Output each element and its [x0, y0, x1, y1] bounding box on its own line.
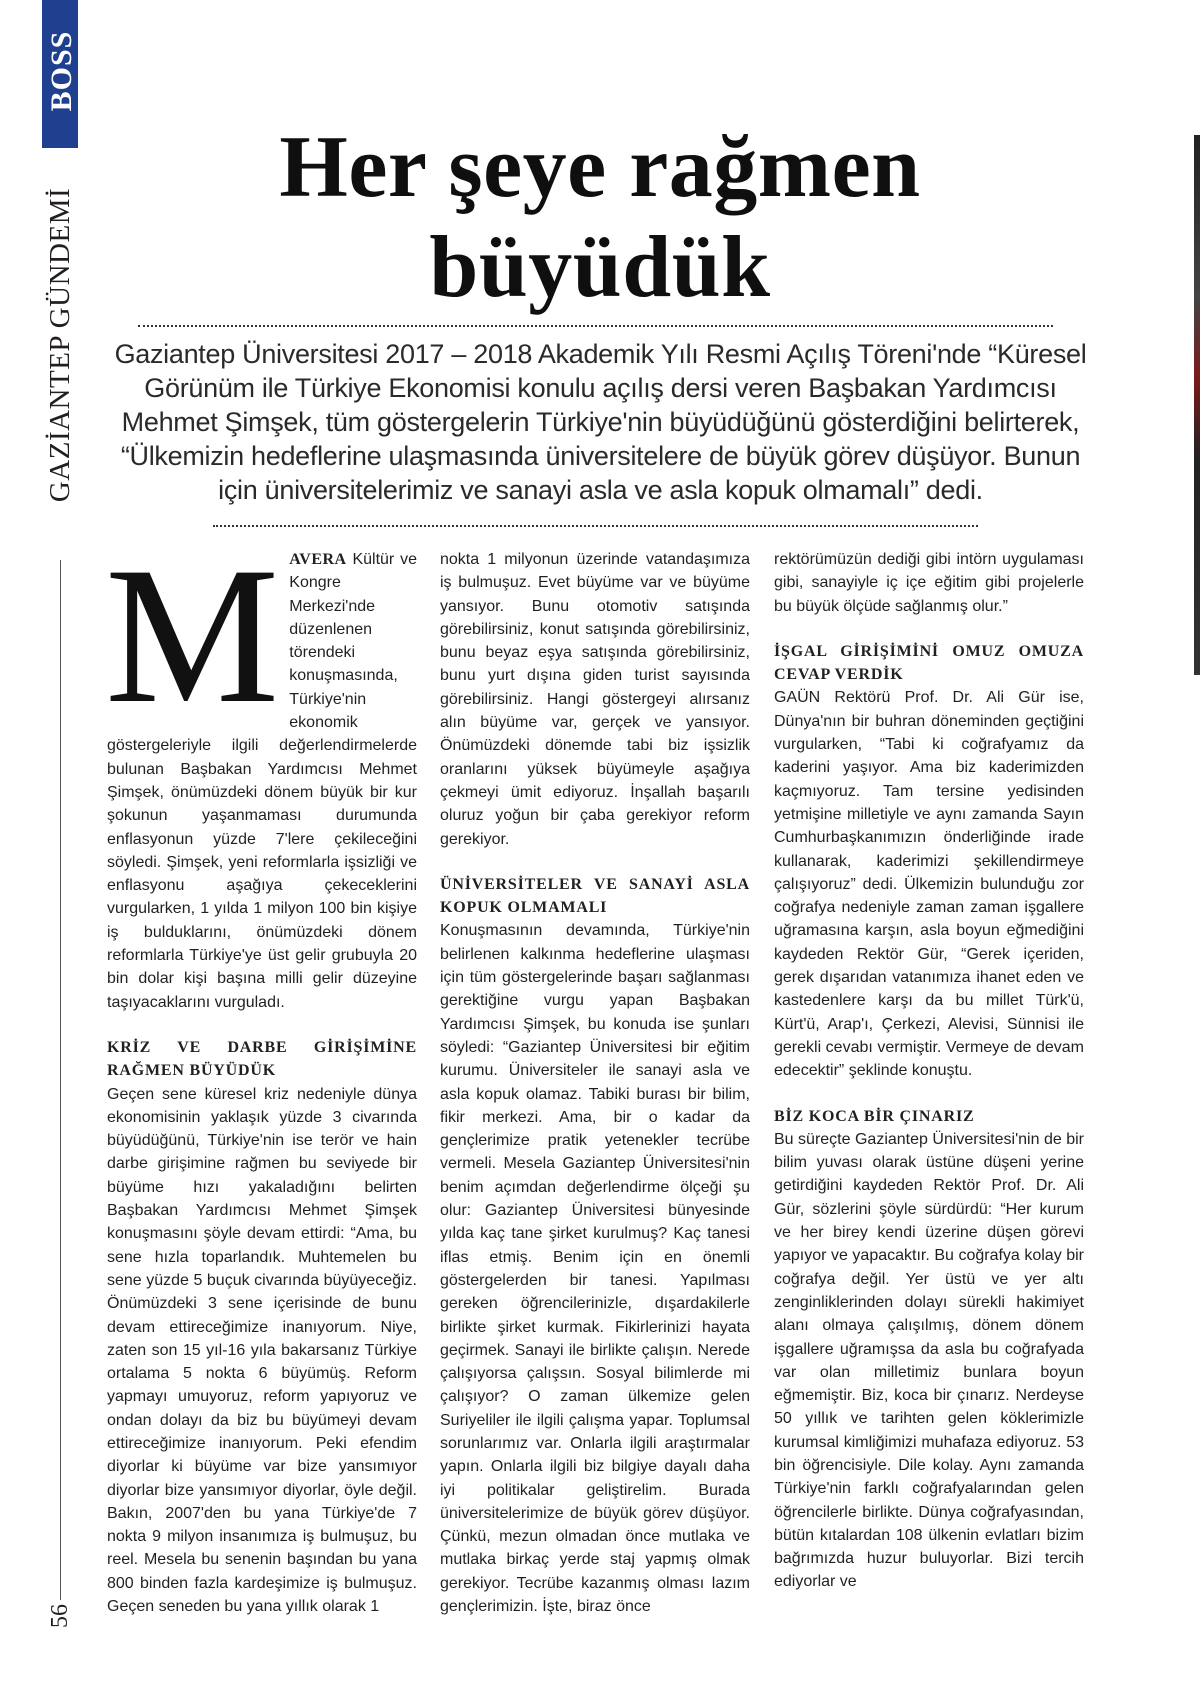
paragraph-cinar: Bu süreçte Gaziantep Üniversitesi'nin de bir bilim yuvası olarak üstüne düşeni yerine getirdiğini kaydeden Rektör Prof. Dr. Ali Gür, sözlerini şöyle sürdürdü: “Her kurum ve her birey kendi üzerine düşen görevi yapıyor ve yapacaktır. Bu coğrafya kolay bir coğrafya değil. Yer üstü ve yer altı zenginliklerinden dolayı sürekli hakimiyet alanı olmaya çalışılmış, dönem dönem işgallere uğramışsa da asla bu coğrafyada var olan milletimiz bunlara boyun eğmemiştir. Biz, koca bir çınarız. Nerdeyse 50 yıllık ve tarihten gelen köklerimizle kurumsal kimliğimizi muhafaza ediyoruz. 53 bin öğrencisiyle. Dile kolay. Aynı zamanda Türkiye'nin farklı coğrafyalarından gelen öğrencilerle birlikte. Dünya coğrafyasından, bütün kıtalardan 108 ülkenin evlatları bizim bağrımızda huzur buluyorlar. Bizi tercih ediyorlar ve	[774, 1130, 1084, 1591]
subheading-cinar: BİZ KOCA BİR ÇINARIZ	[774, 1107, 975, 1125]
lead-top-divider	[138, 325, 1053, 327]
subheading-kriz: KRİZ VE DARBE GİRİŞİMİNE RAĞMEN BÜYÜDÜK	[107, 1038, 417, 1080]
side-rule	[60, 560, 61, 1600]
subheading-universiteler: ÜNİVERSİTELER VE SANAYİ ASLA KOPUK OLMAMALI	[440, 875, 750, 917]
intro-text: Kültür ve Kongre Merkezi'nde düzenlenen törendeki konuşmasında, Türkiye'nin ekonomik göstergeleriyle ilgili değerlendirmelerde bulunan Başbakan Yardımcısı Mehmet Şimşek, önümüzdeki dönem büyük bir kur şokunun yaşanmaması durumunda enflasyonun yüzde 7'lere çekileceğini söyledi. Şimşek, yeni reformlarla işsizliği ve enflasyonu aşağıya çekeceklerini vurgularken, 1 yılda 1 milyon 100 bin kişiye iş bulduklarını, önümüzdeki dönem reformlarla Türkiye'ye üst gelir grubuyla 20 bin dolar kişi başına milli gelir düzeyine taşıyacaklarını vurguladı.	[107, 551, 417, 1011]
brand-logo: BOSS	[45, 30, 78, 112]
drop-cap: M	[105, 527, 280, 744]
column-2	[440, 548, 750, 1618]
paragraph-isgal: GAÜN Rektörü Prof. Dr. Ali Gür ise, Dünya'nın bir buhran döneminden geçtiğini vurgularken, “Tabi ki coğrafyamız da kaderini yaşıyor. Ama biz kaderimizden kaçmıyoruz. Tam tersine yedisinden yetmişine milletiyle ve aynı zamanda Sayın Cumhurbaşkanımızın önderliğinde irade kullanarak, kaderimizi şekillendirmeye çalışıyoruz” dedi. Ülkemizin bulunduğu zor coğrafya nedeniyle zaman zaman işgallere uğramasına karşın, asla boyun eğmediğini kaydeden Rektör Gür, “Gerek içeriden, gerek dışarıdan vatanımıza ihanet eden ve kastedenlere karşı da bu millet Türk'ü, Kürt'ü, Arap'ı, Çerkezi, Alevisi, Sünnisi ile gerekli cevabı vermiştir. Vermeye de devam edecektir” şeklinde konuştu.	[774, 689, 1084, 1080]
subheading-isgal: İŞGAL GİRİŞİMİNİ OMUZ OMUZA CEVAP VERDİK	[774, 642, 1084, 684]
paragraph-kriz-continued: nokta 1 milyonun üzerinde vatandaşımıza iş bulmuşuz. Evet büyüme var ve büyüme yansıyor. Bunu otomotiv satışında görebilirsiniz, konut satışında görebilirsiniz, bunu beyaz eşya satışında görebilirsiniz, bunu yurt dışına giden turist sayısında görebilirsiniz. Hangi göstergeyi alırsanız alın büyüme var, gerçek ve yansıyor. Önümüzdeki dönemde tabi biz işsizlik oranlarını yüksek büyümeyle aşağıya çekmeyi ümit ediyoruz. İnşallah başarılı oluruz yoğun bir çaba gerekiyor reform gerekiyor.	[440, 551, 750, 848]
brand-box	[42, 0, 78, 148]
adjacent-page-edge	[1194, 135, 1200, 675]
paragraph-universiteler: Konuşmasının devamında, Türkiye'nin belirlenen kalkınma hedeflerine ulaşması için tüm göstergelerinde başarı sağlanması gerektiğine vurgu yapan Başbakan Yardımcısı Şimşek, bu konuda ise şunları söyledi: “Gaziantep Üniversitesi bir eğitim kurumu. Üniversiteler ile sanayi asla ve asla kopuk olamaz. Tabiki burası bir bilim, fikir merkezi. Ama, bir o kadar da gençlerimize pratik yetenekler tecrübe vermeli. Mesela Gaziantep Üniversitesi'nin benim açımdan değerlendirme ölçeği şu olur: Gaziantep Üniversitesi bünyesinde yılda kaç tane şirket kurulmuş? Kaç tanesi iflas etmiş. Benim için en önemli göstergelerden bir tanesi. Yapılması gereken öğrencilerinizle, dışardakilerle birlikte şirket kurmak. Fikirlerinizi hayata geçirmek. Sanayi ile birlikte çalışın. Nerede çalışıyorsa çalışsın. Sosyal bilimlerde mi çalışıyor? O zaman ülkemize gelen Suriyeliler ile ilgili çalışma yapar. Toplumsal sorunlarımız var. Onlarla ilgili araştırmalar yapın. Onlarla ilgili biz bilgiye dayalı daha iyi politikalar geliştirelim. Burada üniversitelerimize de büyük görev düşüyor. Çünkü, mezun olmadan önce mutlaka ve mutlaka birkaç yerde staj yapmış olmak gerekiyor. Tecrübe kazanmış olması lazım gençlerimizin. İşte, biraz önce	[440, 922, 750, 1616]
intro-paragraph	[105, 527, 417, 1014]
intro-lead-word: AVERA	[289, 551, 347, 568]
column-3	[774, 548, 1084, 1594]
lead-bottom-divider	[213, 525, 978, 527]
side-strip	[40, 0, 80, 1689]
section-title: GAZİANTEP GÜNDEMİ	[44, 187, 76, 503]
headline: Her şeye rağmen büyüdük	[279, 119, 921, 316]
column-1	[105, 527, 417, 1618]
page-number: 56	[47, 1604, 73, 1628]
lead-paragraph: Gaziantep Üniversitesi 2017 – 2018 Akademik Yılı Resmi Açılış Töreni'nde “Küresel Görünüm ile Türkiye Ekonomisi konulu açılış dersi veren Başbakan Yardımcısı Mehmet Şimşek, tüm göstergelerin Türkiye'nin büyüdüğünü gösterdiğini belirterek, “Ülkemizin hedeflerine ulaşmasında üniversitelere de büyük görev düşüyor. Bunun için üniversitelerimiz ve sanayi asla ve asla kopuk olmamalı” dedi.	[114, 339, 1087, 505]
paragraph-universiteler-continued: rektörümüzün dediği gibi intörn uygulaması gibi, sanayiyle iç içe eğitim gibi projelerle bu büyük ölçüde sağlanmış olur.”	[774, 551, 1084, 615]
paragraph-kriz: Geçen sene küresel kriz nedeniyle dünya ekonomisinin yaklaşık yüzde 3 civarında büyüdüğünü, Türkiye'nin ise terör ve hain darbe girişimine rağmen bu seviyede bir büyüme hızı yakaladığını belirten Başbakan Yardımcısı Mehmet Şimşek konuşmasını şöyle devam ettirdi: “Ama, bu sene hızla toparlandık. Muhtemelen bu sene yüzde 5 buçuk civarında büyüyeceğiz. Önümüzdeki 3 sene içerisinde de bunu devam ettireceğimize inanıyorum. Niye, zaten son 15 yıl-16 yıla bakarsanız Türkiye ortalama 5 nokta 6 büyümüş. Reform yapmayı umuyoruz, reform yapıyoruz ve ondan dolayı da biz bu büyümeyi devam ettireceğimize inanıyorum. Peki efendim diyorlar ki büyüme var bize yansımıyor diyorlar bize yansımıyor diyorlar, öyle değil. Bakın, 2007'den bu yana Türkiye'de 7 nokta 9 milyon insanımıza iş bulmuşuz, bu reel. Mesela bu senenin başından bu yana 800 binden fazla kardeşimize iş bulmuşuz. Geçen seneden bu yana yıllık olarak 1	[107, 1085, 417, 1616]
